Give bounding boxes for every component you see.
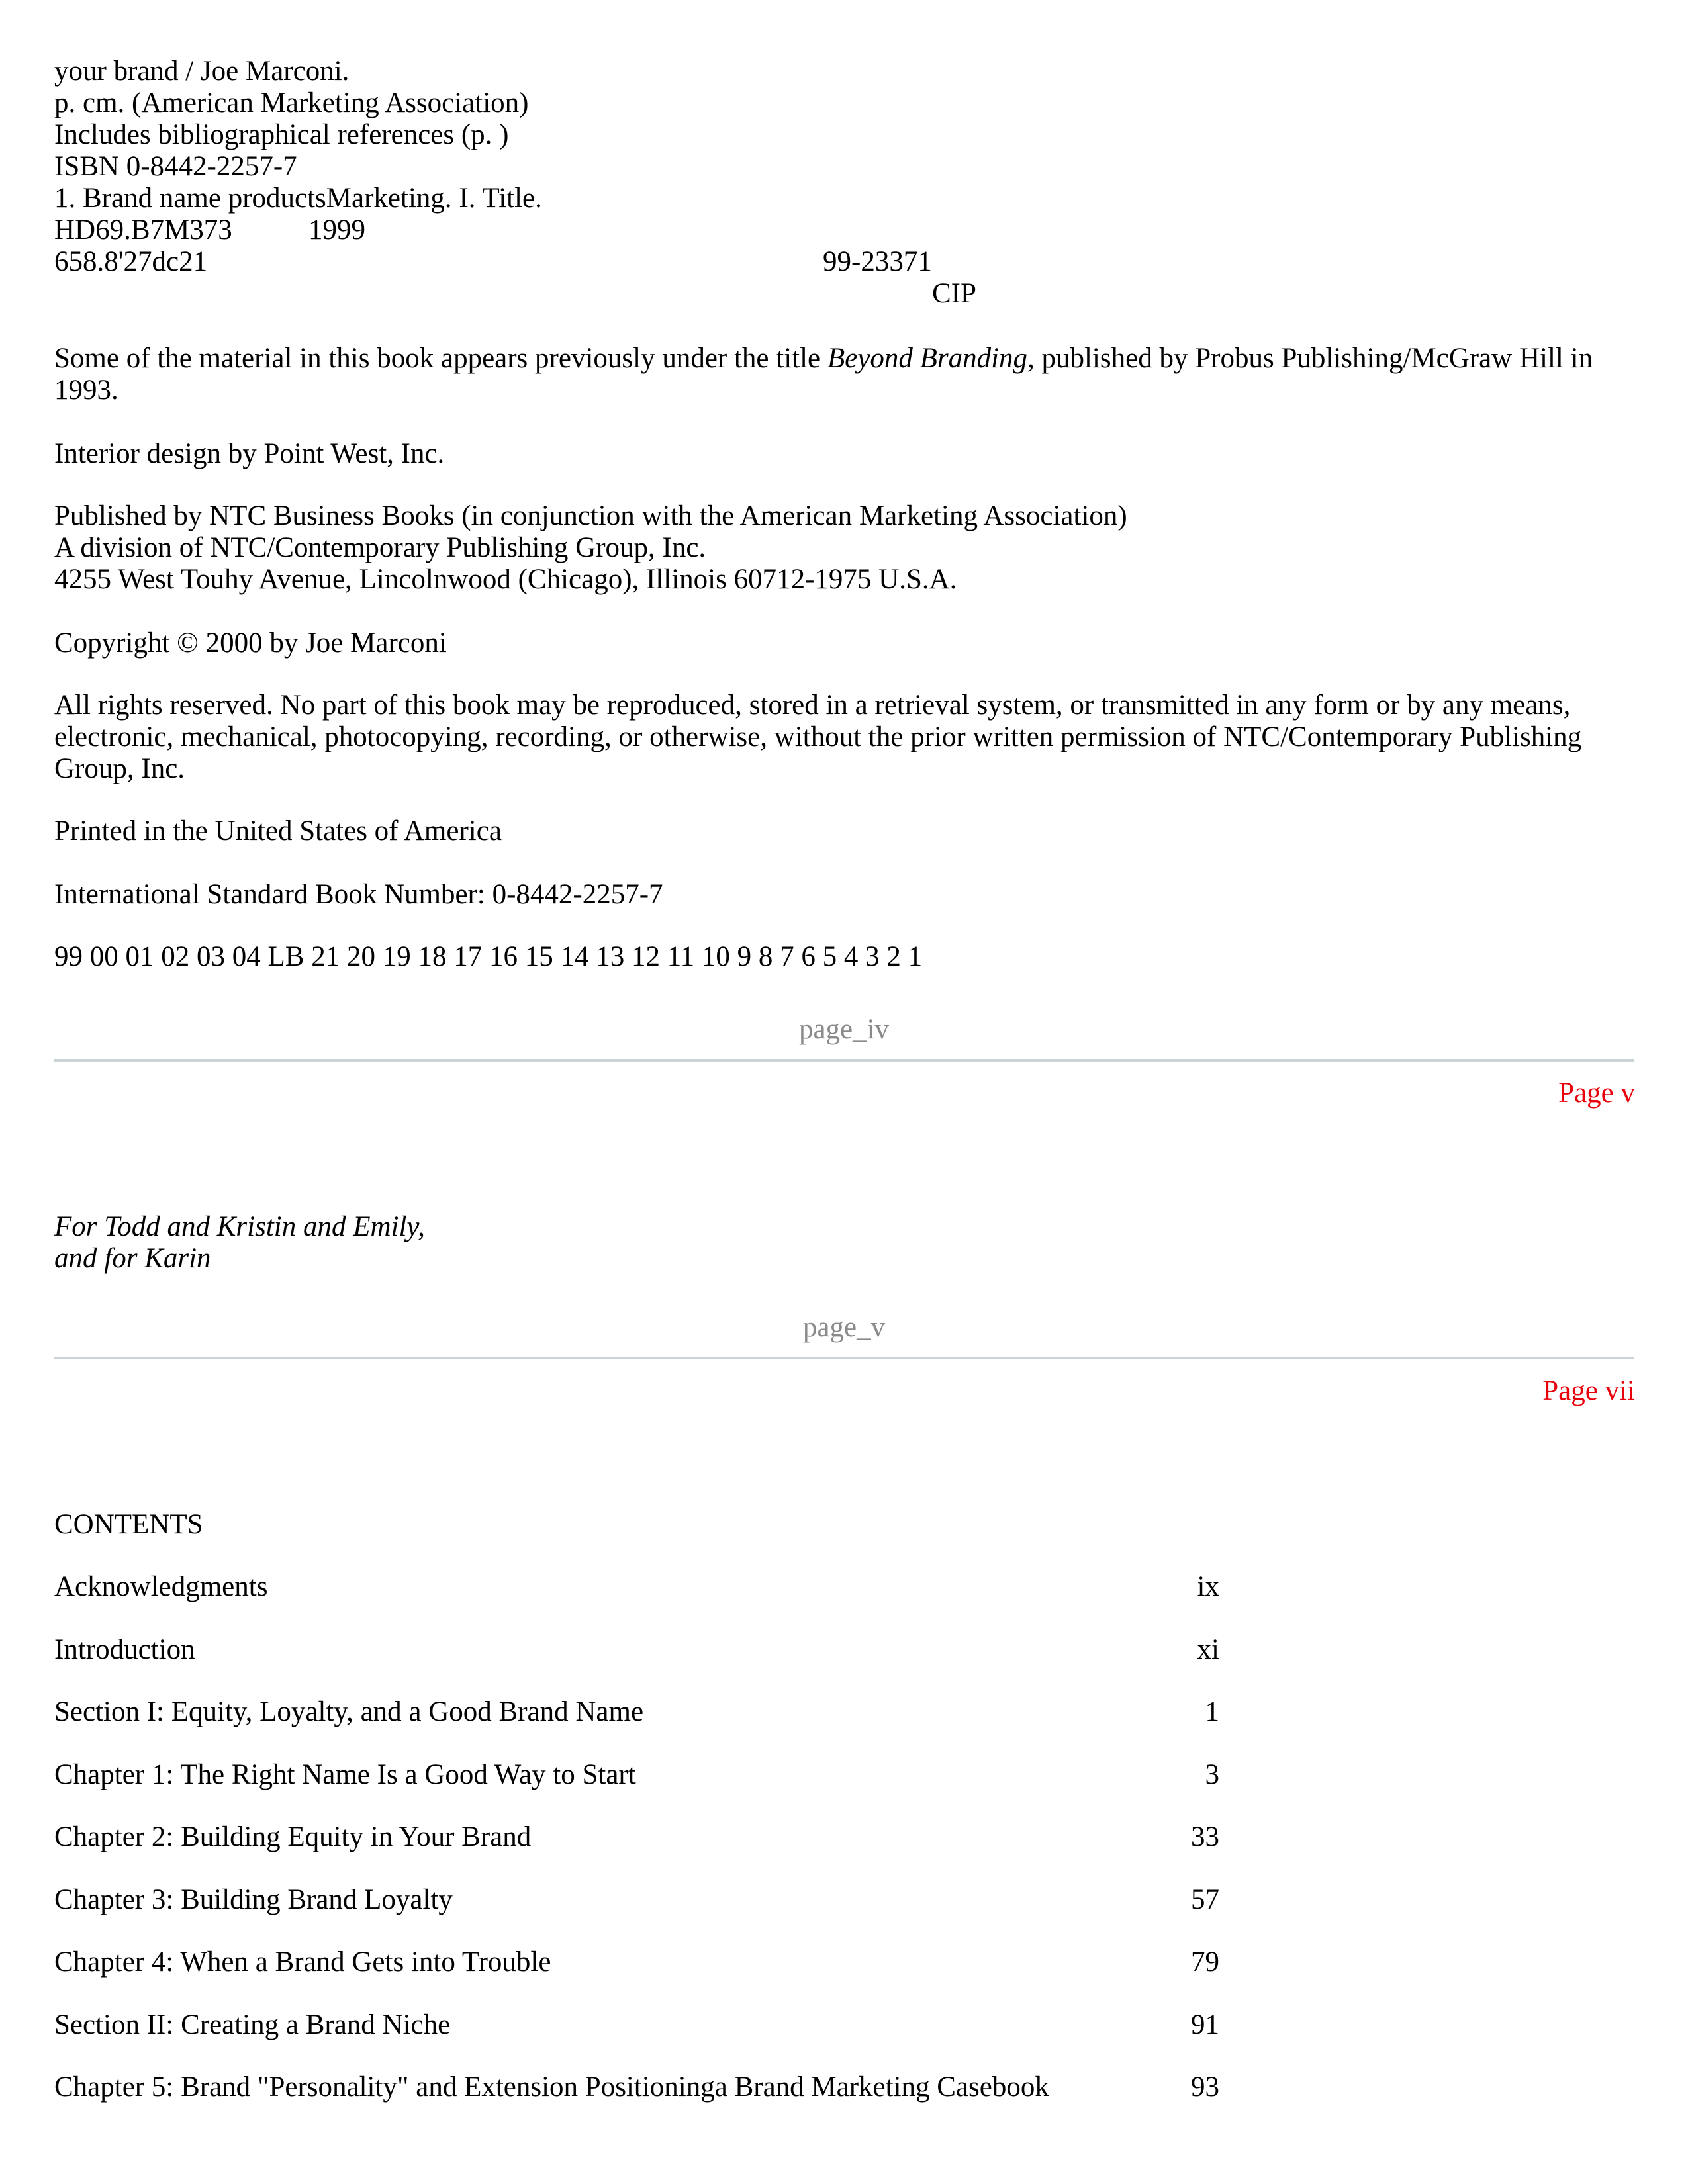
- toc-entry-title: Chapter 3: Building Brand Loyalty: [54, 1884, 453, 1915]
- cip-lccn: 99-23371: [823, 246, 932, 277]
- toc-entry[interactable]: [54, 2009, 1219, 2041]
- previous-material-before: Some of the material in this book appears previously under the title: [54, 343, 827, 374]
- isbn-line: International Standard Book Number: 0-8442-2257-7: [54, 879, 663, 910]
- copyright-line: Copyright © 2000 by Joe Marconi: [54, 627, 447, 659]
- toc-entry-title: Introduction: [54, 1634, 195, 1665]
- page-divider: [54, 1357, 1634, 1359]
- toc-entry-page: xi: [1197, 1634, 1219, 1665]
- toc-entry-title: Chapter 2: Building Equity in Your Brand: [54, 1821, 532, 1852]
- toc-entry[interactable]: [54, 1946, 1219, 1978]
- toc-entry[interactable]: [54, 1634, 1219, 1666]
- page-divider: [54, 1059, 1634, 1062]
- toc-entry-page: 33: [1191, 1821, 1219, 1852]
- cip-line: 1. Brand name productsMarketing. I. Title.: [54, 183, 542, 214]
- publisher-line: 4255 West Touhy Avenue, Lincolnwood (Chicago), Illinois 60712-1975 U.S.A.: [54, 564, 957, 595]
- page-vii-link[interactable]: Page vii: [1542, 1375, 1635, 1406]
- page-v-link[interactable]: Page v: [1558, 1077, 1635, 1109]
- toc-entry-page: 91: [1191, 2009, 1219, 2040]
- cip-block: [54, 56, 542, 214]
- toc-entry-page: 1: [1205, 1696, 1219, 1727]
- cip-line: p. cm. (American Marketing Association): [54, 87, 529, 118]
- toc-entry-title: Acknowledgments: [54, 1571, 268, 1602]
- previous-material-note: [54, 343, 1630, 406]
- dedication: [54, 1211, 425, 1275]
- rights-statement: All rights reserved. No part of this book may be reproduced, stored in a retrieval system, or transmitted in any form or by any means, electronic, mechanical, photocopying, recording, or otherwise, without the prior written permission of NTC/Contemporary Publishing Group, Inc.: [54, 690, 1582, 784]
- publisher-line: Published by NTC Business Books (in conjunction with the American Marketing Association): [54, 500, 1127, 531]
- toc-entry[interactable]: [54, 1884, 1219, 1916]
- toc-entry[interactable]: [54, 1571, 1219, 1603]
- printing-line: 99 00 01 02 03 04 LB 21 20 19 18 17 16 15 14 13 12 11 10 9 8 7 6 5 4 3 2 1: [54, 941, 923, 972]
- cip-call-number: HD69.B7M373: [54, 214, 232, 246]
- toc-entry-title: Section I: Equity, Loyalty, and a Good Brand Name: [54, 1696, 644, 1727]
- interior-design-credit: Interior design by Point West, Inc.: [54, 438, 445, 469]
- toc-entry-title: Chapter 5: Brand "Personality" and Extension Positioninga Brand Marketing Casebook: [54, 2071, 1049, 2103]
- previous-material-after: published by Probus Publishing/McGraw Hill in 1993.: [54, 343, 1593, 406]
- cip-line: your brand / Joe Marconi.: [54, 56, 350, 87]
- toc-entry-page: 57: [1191, 1884, 1219, 1915]
- toc-entry[interactable]: [54, 1759, 1219, 1791]
- contents-heading: CONTENTS: [54, 1509, 203, 1540]
- page-iv-label: page_iv: [798, 1014, 890, 1045]
- toc-entry[interactable]: [54, 2071, 1219, 2103]
- cip-label: CIP: [932, 278, 976, 309]
- toc-entry-page: 79: [1191, 1946, 1219, 1978]
- toc-entry[interactable]: [54, 1696, 1219, 1728]
- toc-entry-title: Chapter 1: The Right Name Is a Good Way to Start: [54, 1759, 636, 1790]
- toc-entry-page: ix: [1197, 1571, 1219, 1602]
- cip-class-number: 658.8'27dc21: [54, 246, 208, 277]
- toc-entry-title: Section II: Creating a Brand Niche: [54, 2009, 451, 2040]
- cip-year: 1999: [308, 214, 365, 246]
- previous-title: Beyond Branding,: [827, 343, 1035, 374]
- printed-in-line: Printed in the United States of America: [54, 815, 502, 846]
- dedication-line: For Todd and Kristin and Emily,: [54, 1211, 425, 1242]
- toc-entry[interactable]: [54, 1821, 1219, 1853]
- dedication-line: and for Karin: [54, 1243, 211, 1274]
- publisher-block: [54, 500, 1127, 596]
- toc-entry-title: Chapter 4: When a Brand Gets into Trouble: [54, 1946, 551, 1978]
- toc-entry-page: 93: [1191, 2071, 1219, 2103]
- cip-line: Includes bibliographical references (p. ): [54, 119, 509, 150]
- publisher-line: A division of NTC/Contemporary Publishing Group, Inc.: [54, 532, 706, 563]
- toc-entry-page: 3: [1205, 1759, 1219, 1790]
- page-v-label: page_v: [802, 1312, 886, 1343]
- cip-line: ISBN 0-8442-2257-7: [54, 151, 297, 182]
